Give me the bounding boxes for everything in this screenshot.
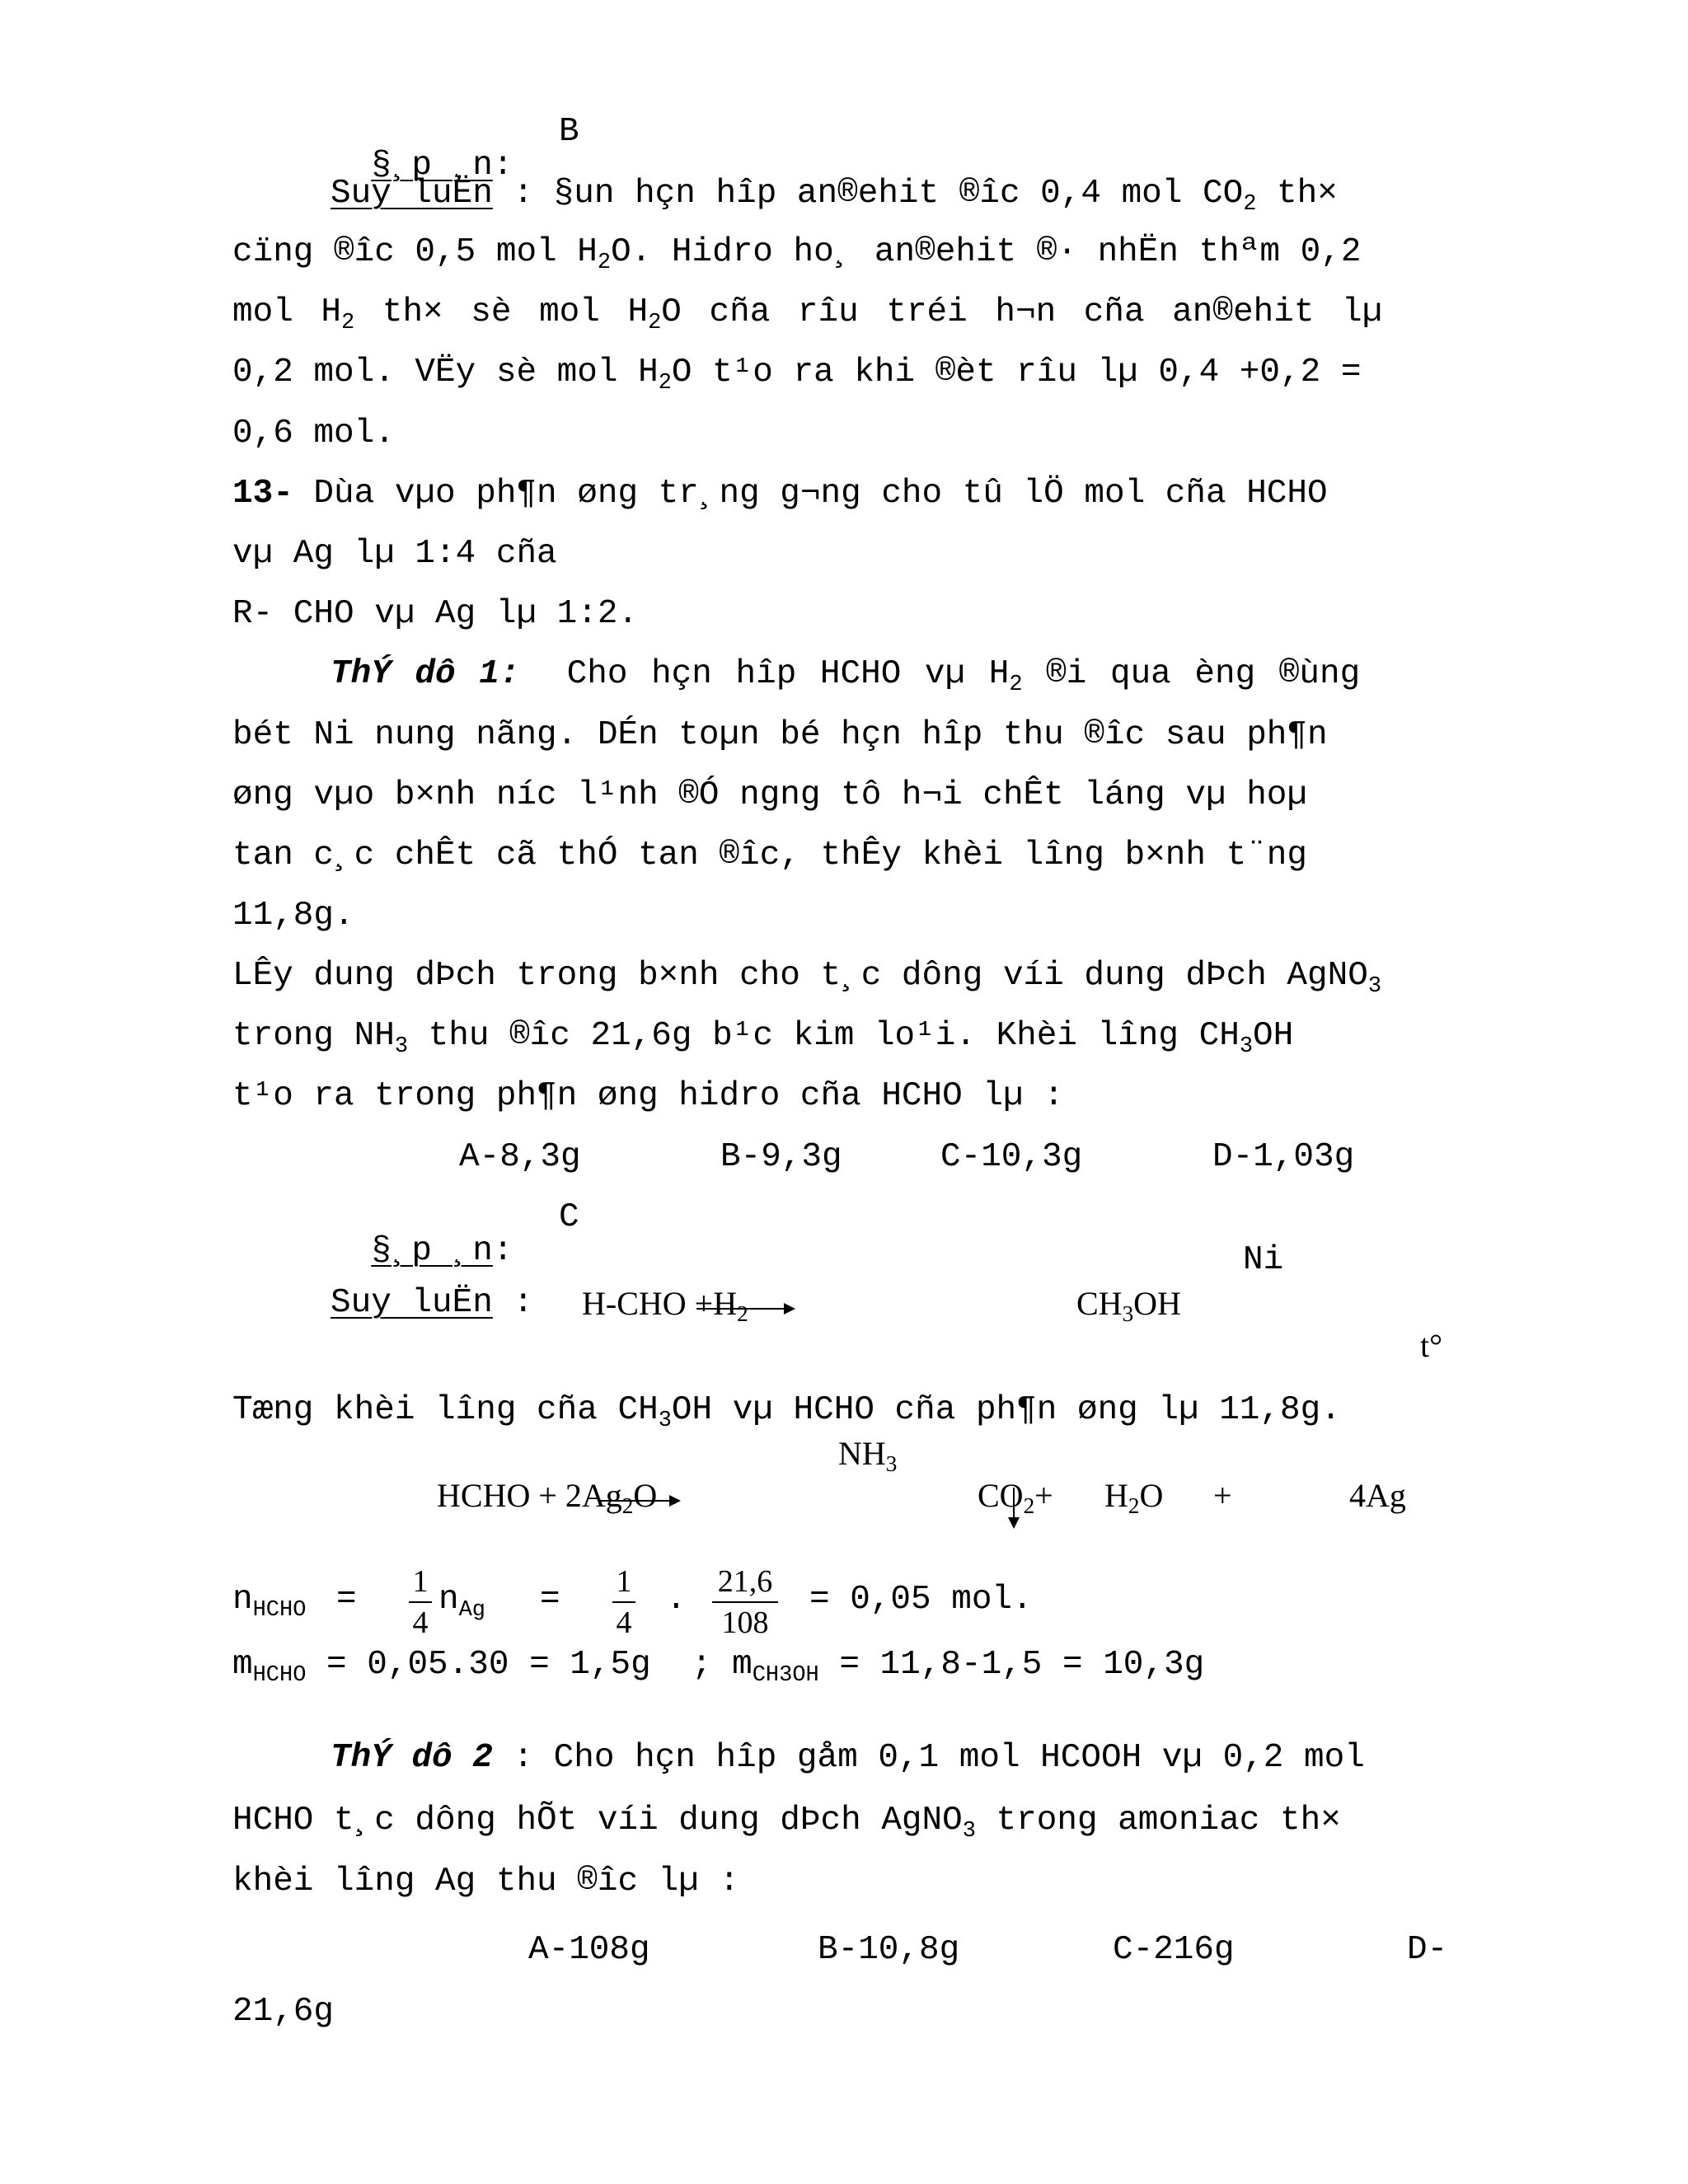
eq2-condition: $NH_3$ [838,1435,898,1477]
eq2-arrow-icon [598,1491,681,1511]
example-1-line-1: ThÝ dô 1: Cho hçn hîp HCHO vµ $H_2$ ®i qua èng ®ùng [331,655,1361,697]
example-2-line-3: khèi lîng Ag thu ®îc lµ : [232,1863,740,1900]
calc-equals-2: = [540,1581,560,1619]
answer-label-2: §¸p ¸n [371,1232,493,1270]
example-2-option-a: A-108g [528,1931,650,1969]
n-hcho: $n_{HCHO}$ [232,1581,307,1623]
eq2-plus: + [1213,1477,1232,1514]
eq2-reactants: HCHO + $2Ag_2O$ [437,1477,658,1519]
reasoning-1-line-4: 0,2 mol. VËy sè mol $H_2O$ t¹o ra khi ®èt rîu lµ 0,4 +0,2 = [232,354,1362,396]
option-b: B-9,3g [720,1138,842,1176]
fraction-one-quarter-2: 1 4 [612,1563,635,1641]
reasoning-1-line-2: cïng ®îc 0,5 mol $H_2O$. Hidro ho¸ an®ehit ®· nhËn thªm 0,2 [232,233,1362,275]
reasoning-1-line-5: 0,6 mol. [232,415,395,452]
section-13-line-1: 13- Dùa vµo ph¶n øng tr¸ng g¬ng cho tû lÖ mol cña HCHO [232,475,1328,513]
eq1-product: $CH_3OH$ [1076,1285,1181,1327]
reasoning-1-line-1: Suy luËn : §un hçn hîp an®ehit ®îc 0,4 mol $CO_2$ th× [331,175,1338,217]
option-d: D-1,03g [1212,1138,1355,1176]
example-2-option-c: C-216g [1113,1931,1235,1969]
example-2-option-d-wrap: 21,6g [232,1993,335,2031]
example-1-line-2: bét Ni nung nãng. DÉn toµn bé hçn hîp thu ®îc sau ph¶n [232,716,1328,754]
example-1-line-7: trong $NH_3$ thu ®îc 21,6g b¹c kim lo¹i. Khèi lîng $CH_3OH$ [232,1017,1294,1059]
answer-value: B [559,113,579,151]
example-2-option-d: D- [1407,1931,1448,1969]
section-13-line-2: vµ Ag lµ 1:4 cña [232,535,557,573]
option-a: A-8,3g [459,1138,581,1176]
total-mass-line: Tæng khèi lîng cña $CH_3OH$ vµ HCHO cña ph¶n øng lµ 11,8g. [232,1391,1341,1433]
eq2-product-water: $H_2O$ [1104,1477,1164,1519]
eq1-condition-temperature: t° [1420,1327,1443,1364]
reasoning-2-line: Suy luËn : [331,1284,554,1322]
reasoning-label: Suy luËn [331,175,493,213]
fraction-silver-moles: 21,6 108 [712,1563,778,1641]
reasoning-label-2: Suy luËn [331,1284,493,1322]
mass-calculation-line: $m_{HCHO} = 0,05.30 = 1,5g$ ; $m_{CH3OH} = 11,8-1,5 = 10,3g$ [232,1646,1205,1688]
example-2-line-1: ThÝ dô 2 : Cho hçn hîp gåm 0,1 mol HCOOH vµ 0,2 mol [331,1739,1365,1777]
example-1-line-5: 11,8g. [232,897,354,935]
eq1-condition-catalyst: Ni [1243,1241,1284,1279]
example-1-label: ThÝ dô 1: [331,655,520,693]
gas-arrow-icon [1004,1488,1024,1529]
answer-line-1: §¸p ¸n: [371,147,513,185]
section-13-line-3: R- CHO vµ Ag lµ 1:2. [232,595,639,633]
option-c: C-10,3g [940,1138,1083,1176]
eq2-product-silver: 4Ag [1349,1477,1406,1514]
example-1-line-3: øng vµo b×nh níc l¹nh ®Ó ngng tô h¬i chÊt láng vµ hoµ [232,776,1308,814]
example-2-option-b: B-10,8g [818,1931,960,1969]
eq2-product-co2: $CO_2+$ [978,1477,1053,1519]
calc-dot: . [666,1581,687,1619]
example-2-label: ThÝ dô 2 [331,1739,493,1777]
eq1-arrow-icon [696,1299,795,1319]
fraction-one-quarter-1: 1 4 [409,1563,432,1641]
section-number: 13- [232,475,293,513]
example-1-line-6: LÊy dung dÞch trong b×nh cho t¸c dông víi dung dÞch AgNO$_3$ [232,957,1382,999]
n-ag: $n_{Ag}$ [438,1581,486,1623]
example-1-line-4: tan c¸c chÊt cã thÓ tan ®îc, thÊy khèi lîng b×nh t¨ng [232,837,1308,874]
answer-value-2: C [559,1198,579,1236]
example-2-line-2: HCHO t¸c dông hÕt víi dung dÞch AgNO$_3$ trong amoniac th× [232,1802,1341,1844]
reasoning-1-line-3: mol $H_2$ th× sè mol $H_2O$ cña rîu tréi h¬n cña an®ehit lµ [232,293,1383,335]
answer-line-2: §¸p ¸n: [371,1232,513,1270]
example-1-line-8: t¹o ra trong ph¶n øng hidro cña HCHO lµ : [232,1077,1064,1115]
calc-result: = 0,05 mol. [809,1581,1033,1619]
calc-equals-1: = [336,1581,357,1619]
answer-label: §¸p ¸n [371,147,493,185]
eq1-reactants: $H-CHO +H_2$ [582,1285,748,1327]
